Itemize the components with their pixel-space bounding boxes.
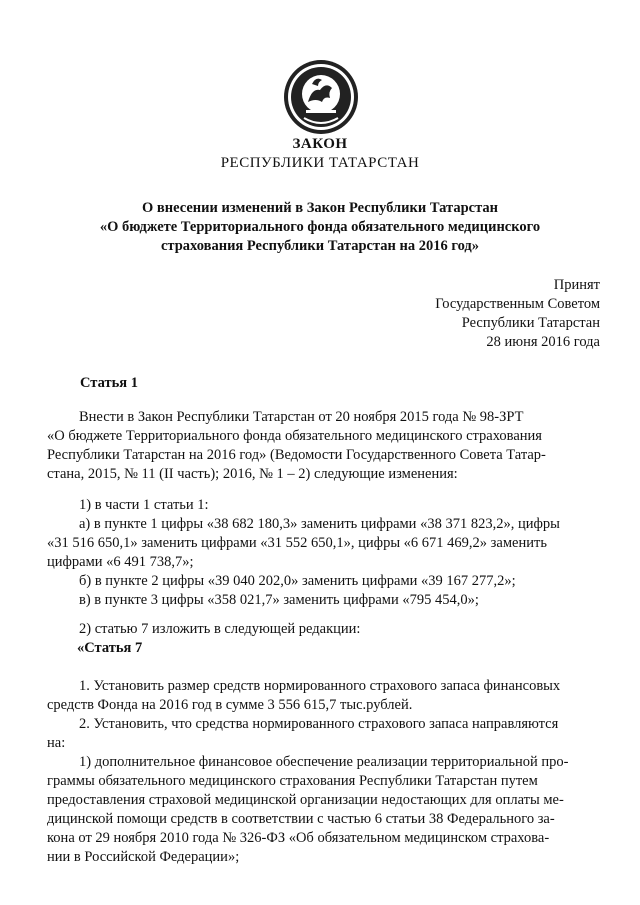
subject-line: «О бюджете Территориального фонда обязательного медицинского [99, 219, 541, 235]
text-line: 1. Установить размер средств нормированного страхового запаса финансовых [79, 678, 561, 694]
text-line: «О бюджете Территориального фонда обязательного медицинского страхования [47, 428, 542, 444]
document-type: ЗАКОН [292, 136, 348, 152]
article7-heading: «Статья 7 [77, 640, 143, 656]
adoption-line: Принят [553, 277, 600, 293]
text-line: кона от 29 ноября 2010 года № 326-ФЗ «Об обязательном медицинском страхова- [47, 830, 550, 846]
adoption-date: 28 июня 2016 года [486, 334, 600, 350]
amendment-item-1 [47, 496, 600, 610]
text-line: в) в пункте 3 цифры «358 021,7» заменить цифрами «795 454,0»; [79, 592, 479, 608]
amendment-item-2 [47, 620, 600, 658]
text-line: средств Фонда на 2016 год в сумме 3 556 615,7 тыс.рублей. [47, 697, 413, 713]
text-line: 2) статью 7 изложить в следующей редакции: [79, 621, 361, 637]
text-line: «31 516 650,1» заменить цифрами «31 552 650,1», цифры «6 671 469,2» заменить [47, 535, 547, 551]
text-line: Республики Татарстан на 2016 год» (Ведомости Государственного Совета Татар- [47, 447, 546, 463]
text-line: б) в пункте 2 цифры «39 040 202,0» заменить цифрами «39 167 277,2»; [79, 573, 516, 589]
adoption-block [435, 276, 600, 352]
text-line: 2. Установить, что средства нормированного страхового запаса направляются [79, 716, 559, 732]
subject-line: страхования Республики Татарстан на 2016 год» [161, 238, 479, 254]
issuing-body: РЕСПУБЛИКИ ТАТАРСТАН [220, 155, 420, 171]
article7-text [47, 677, 600, 867]
article-heading: Статья 1 [80, 375, 138, 391]
text-line: стана, 2015, № 11 (II часть); 2016, № 1 – 2) следующие изменения: [47, 466, 458, 482]
subject-line: О внесении изменений в Закон Республики Татарстан [142, 200, 498, 216]
text-line: на: [47, 735, 66, 751]
text-line: а) в пункте 1 цифры «38 682 180,3» заменить цифрами «38 371 823,2», цифры [79, 516, 560, 532]
text-line: нии в Российской Федерации»; [47, 849, 240, 865]
intro-paragraph [47, 408, 600, 484]
adoption-line: Государственным Советом [435, 296, 600, 312]
text-line: Внести в Закон Республики Татарстан от 20 ноября 2015 года № 98-ЗРТ [79, 409, 524, 425]
adoption-line: Республики Татарстан [461, 315, 600, 331]
text-line: цифрами «6 491 738,7»; [47, 554, 194, 570]
text-line: предоставления страховой медицинской организации недостающих для оплаты ме- [47, 792, 564, 808]
text-line: 1) дополнительное финансовое обеспечение реализации территориальной про- [79, 754, 569, 770]
text-line: граммы обязательного медицинского страхования Республики Татарстан путем [47, 773, 538, 789]
coat-of-arms-icon [282, 58, 360, 136]
document-subject [60, 199, 580, 256]
text-line: 1) в части 1 статьи 1: [79, 497, 209, 513]
text-line: дицинской помощи средств в соответствии с частью 6 статьи 38 Федерального за- [47, 811, 555, 827]
